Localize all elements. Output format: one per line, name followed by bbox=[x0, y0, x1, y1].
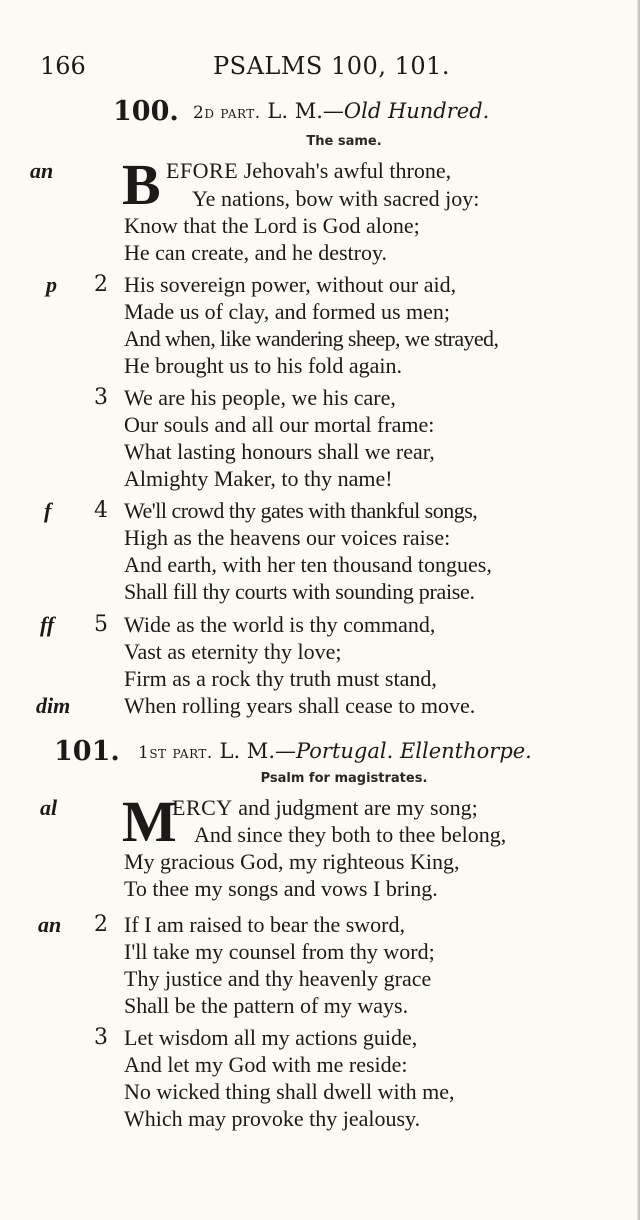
verse-number: 4 bbox=[94, 498, 108, 523]
psalm-101-heading bbox=[0, 736, 640, 768]
verse-line: And when, like wandering sheep, we strayed, bbox=[124, 326, 499, 351]
psalm-number: 100. bbox=[113, 96, 179, 127]
drop-cap: M bbox=[122, 789, 177, 854]
verse-number: 2 bbox=[94, 912, 108, 937]
verse-line: We are his people, we his care, bbox=[124, 385, 396, 410]
first-word: EFORE bbox=[166, 158, 239, 183]
verse-line: His sovereign power, without our aid, bbox=[124, 272, 457, 297]
verse-line bbox=[166, 158, 451, 184]
verse-number: 2 bbox=[94, 272, 108, 297]
verse-line: Firm as a rock thy truth must stand, bbox=[124, 666, 437, 691]
part-label: 1st part. bbox=[138, 743, 213, 763]
verse-line: Ye nations, bow with sacred joy: bbox=[192, 186, 480, 211]
verse-line: He brought us to his fold again. bbox=[124, 353, 403, 378]
verse-line: Shall be the pattern of my ways. bbox=[124, 993, 409, 1018]
verse-line: Which may provoke thy jealousy. bbox=[124, 1106, 421, 1131]
dynamic-mark: al bbox=[40, 795, 58, 820]
verse-line: Shall fill thy courts with sounding praise. bbox=[124, 579, 475, 604]
psalm-101-subtitle: Psalm for magistrates. bbox=[260, 771, 428, 786]
verse-line: No wicked thing shall dwell with me, bbox=[124, 1079, 455, 1104]
psalm-heading-text bbox=[138, 739, 532, 763]
meter-label: L. M.— bbox=[219, 739, 296, 763]
first-line-rest: Jehovah's awful throne, bbox=[238, 158, 452, 183]
verse-line: And let my God with me reside: bbox=[124, 1052, 408, 1077]
verse-line: Thy justice and thy heavenly grace bbox=[124, 966, 432, 991]
verse-line: And since they both to thee belong, bbox=[194, 822, 507, 847]
verse-line: Our souls and all our mortal frame: bbox=[124, 412, 435, 437]
psalm-100-heading bbox=[0, 96, 640, 128]
tune-name: Portugal. Ellenthorpe. bbox=[296, 739, 532, 763]
verse-line: Almighty Maker, to thy name! bbox=[124, 466, 393, 491]
verse-line: Made us of clay, and formed us men; bbox=[124, 299, 451, 324]
dynamic-mark: ff bbox=[40, 612, 55, 637]
drop-cap: B bbox=[122, 152, 161, 217]
psalm-100-subtitle: The same. bbox=[306, 134, 382, 149]
part-label: 2d part. bbox=[193, 103, 261, 123]
dynamic-mark: an bbox=[30, 158, 54, 183]
tune-name: Old Hundred. bbox=[343, 99, 490, 123]
verse-line: If I am raised to bear the sword, bbox=[124, 912, 406, 937]
dynamic-mark: p bbox=[46, 272, 57, 297]
verse-line: To thee my songs and vows I bring. bbox=[124, 876, 438, 901]
verse-line: Let wisdom all my actions guide, bbox=[124, 1025, 418, 1050]
verse-line: Wide as the world is thy command, bbox=[124, 612, 436, 637]
first-line-rest: and judgment are my song; bbox=[232, 795, 478, 820]
dynamic-mark: dim bbox=[36, 693, 71, 718]
verse-line: I'll take my counsel from thy word; bbox=[124, 939, 435, 964]
verse-line: And earth, with her ten thousand tongues, bbox=[124, 552, 492, 577]
verse-line bbox=[172, 795, 478, 821]
verse-line: High as the heavens our voices raise: bbox=[124, 525, 451, 550]
verse-line: What lasting honours shall we rear, bbox=[124, 439, 435, 464]
psalm-number: 101. bbox=[54, 736, 120, 767]
dynamic-mark: an bbox=[38, 912, 62, 937]
running-head bbox=[0, 52, 640, 84]
verse-line: When rolling years shall cease to move. bbox=[124, 693, 476, 718]
verse-line: We'll crowd thy gates with thankful songs, bbox=[124, 498, 478, 523]
verse-line: My gracious God, my righteous King, bbox=[124, 849, 460, 874]
dynamic-mark: f bbox=[44, 498, 52, 523]
verse-line: Know that the Lord is God alone; bbox=[124, 213, 420, 238]
first-word: ERCY bbox=[172, 795, 233, 820]
verse-line: He can create, and he destroy. bbox=[124, 240, 388, 265]
psalm-heading-text bbox=[193, 99, 489, 123]
verse-number: 3 bbox=[94, 1025, 108, 1050]
verse-number: 5 bbox=[94, 612, 108, 637]
verse-number: 3 bbox=[94, 385, 108, 410]
page-number: 166 bbox=[40, 52, 86, 80]
verse-line: Vast as eternity thy love; bbox=[124, 639, 342, 664]
meter-label: L. M.— bbox=[267, 99, 344, 123]
running-title: PSALMS 100, 101. bbox=[213, 52, 451, 80]
